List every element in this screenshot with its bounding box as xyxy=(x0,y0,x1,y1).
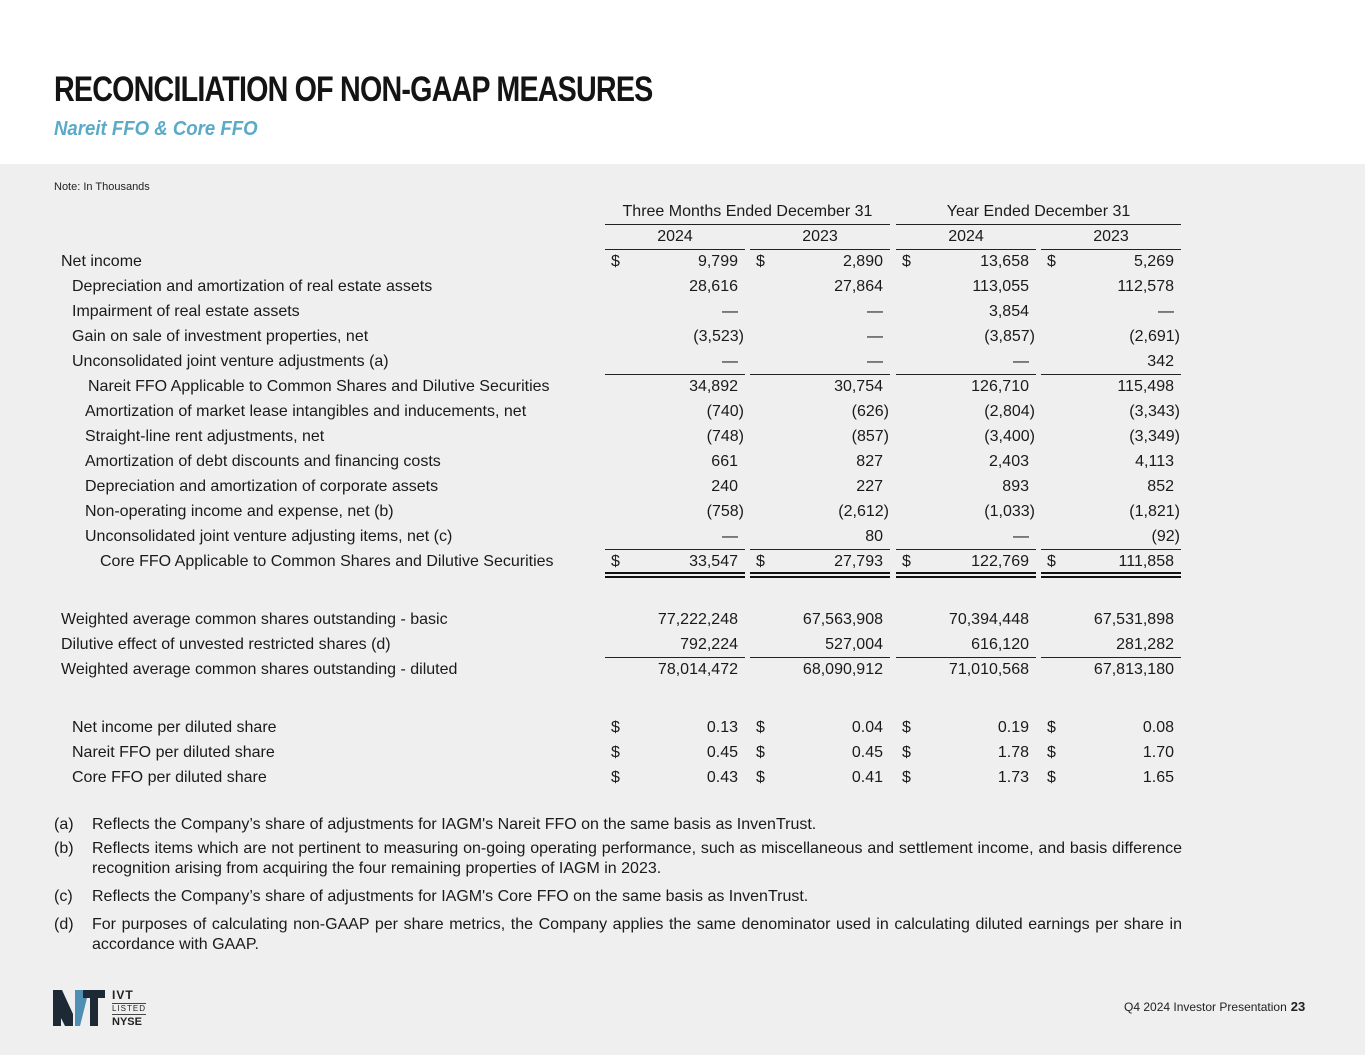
footnote-text: Reflects the Company’s share of adjustments for IAGM's Nareit FFO on the same basis as InvenTrust. xyxy=(92,816,817,833)
table-row xyxy=(0,553,1365,578)
footnote-text: Reflects the Company’s share of adjustments for IAGM's Core FFO on the same basis as InvenTrust. xyxy=(92,888,809,905)
table-cell: 0.41 xyxy=(851,769,883,786)
table-cell: 115,498 xyxy=(1117,378,1174,395)
dollar-sign: $ xyxy=(611,769,620,786)
table-cell: 111,858 xyxy=(1118,553,1174,570)
year-header-q-2024: 2024 xyxy=(657,228,693,245)
table-cell: 70,394,448 xyxy=(948,611,1029,628)
table-cell: 893 xyxy=(1002,478,1029,495)
footnote xyxy=(54,815,1182,835)
table-row xyxy=(0,636,1365,661)
table-cell: 0.45 xyxy=(851,744,883,761)
row-label: Dilutive effect of unvested restricted shares (d) xyxy=(61,636,391,653)
page-number: 23 xyxy=(1290,999,1306,1014)
dollar-sign: $ xyxy=(1047,719,1056,736)
table-cell: (2,804) xyxy=(984,403,1035,420)
dollar-sign: $ xyxy=(756,769,765,786)
table-cell: (626) xyxy=(851,403,889,420)
table-row xyxy=(0,478,1365,503)
table-cell: 68,090,912 xyxy=(802,661,883,678)
row-label: Amortization of market lease intangibles and inducements, net xyxy=(85,403,527,420)
table-cell: (92) xyxy=(1151,528,1180,545)
table-row xyxy=(0,378,1365,403)
dollar-sign: $ xyxy=(902,744,911,761)
table-cell: 527,004 xyxy=(825,636,883,653)
footer xyxy=(1124,999,1305,1014)
dollar-sign: $ xyxy=(756,719,765,736)
table-cell: — xyxy=(722,528,738,545)
table-cell: — xyxy=(867,328,883,345)
logo-listed: LISTED xyxy=(112,1004,147,1013)
table-cell: (758) xyxy=(706,503,744,520)
table-cell: 792,224 xyxy=(680,636,738,653)
table-cell: — xyxy=(867,353,883,370)
divider xyxy=(896,224,1181,225)
dollar-sign: $ xyxy=(902,719,911,736)
table-cell: 0.43 xyxy=(706,769,738,786)
table-cell: 1.73 xyxy=(997,769,1029,786)
dollar-sign: $ xyxy=(1047,769,1056,786)
table-cell: 30,754 xyxy=(834,378,883,395)
row-label: Depreciation and amortization of corporate assets xyxy=(85,478,439,495)
table-row xyxy=(0,428,1365,453)
table-cell: 1.65 xyxy=(1142,769,1174,786)
table-cell: 27,864 xyxy=(834,278,883,295)
table-cell: 67,813,180 xyxy=(1093,661,1174,678)
table-cell: (857) xyxy=(851,428,889,445)
table-cell: 827 xyxy=(856,453,883,470)
table-cell: 0.13 xyxy=(706,719,738,736)
logo-ticker: IVT xyxy=(112,988,134,1002)
year-header-y-2024: 2024 xyxy=(948,228,984,245)
dollar-sign: $ xyxy=(902,769,911,786)
table-cell: — xyxy=(1158,303,1174,320)
divider xyxy=(1041,249,1181,250)
group-header-three-months: Three Months Ended December 31 xyxy=(622,203,873,220)
row-label: Gain on sale of investment properties, net xyxy=(72,328,369,345)
table-row xyxy=(0,253,1365,278)
table-cell: 2,890 xyxy=(842,253,883,270)
page-header xyxy=(0,0,1365,164)
footnote-text: Reflects items which are not pertinent to measuring on-going operating performance, such as miscellaneous and settlement income, and basis difference recognition arising from acquiring the four remaining properties of IAGM in 2023. xyxy=(92,840,1182,877)
dollar-sign: $ xyxy=(902,553,911,570)
row-label: Nareit FFO Applicable to Common Shares and Dilutive Securities xyxy=(88,378,550,395)
table-cell: 80 xyxy=(865,528,883,545)
table-cell: (3,400) xyxy=(984,428,1035,445)
year-header-q-2023: 2023 xyxy=(802,228,838,245)
year-header-y-2023: 2023 xyxy=(1093,228,1129,245)
row-label: Non-operating income and expense, net (b) xyxy=(85,503,394,520)
dollar-sign: $ xyxy=(611,253,620,270)
row-label: Depreciation and amortization of real estate assets xyxy=(72,278,433,295)
table-cell: 1.78 xyxy=(997,744,1029,761)
table-cell: 67,531,898 xyxy=(1093,611,1174,628)
dollar-sign: $ xyxy=(756,253,765,270)
table-row xyxy=(0,503,1365,528)
row-label: Net income per diluted share xyxy=(72,719,277,736)
row-label: Amortization of debt discounts and financing costs xyxy=(85,453,441,470)
table-cell: 122,769 xyxy=(971,553,1029,570)
footnote-letter: (c) xyxy=(54,888,73,905)
page-title: RECONCILIATION OF NON-GAAP MEASURES xyxy=(54,70,653,109)
table-cell: 616,120 xyxy=(971,636,1029,653)
row-label: Core FFO Applicable to Common Shares and Dilutive Securities xyxy=(100,553,554,570)
table-cell: 9,799 xyxy=(697,253,738,270)
table-row xyxy=(0,303,1365,328)
table-row xyxy=(0,278,1365,303)
table-cell: 4,113 xyxy=(1135,453,1174,470)
row-label: Weighted average common shares outstanding - basic xyxy=(61,611,448,628)
table-row xyxy=(0,719,1365,744)
table-cell: 1.70 xyxy=(1142,744,1174,761)
table-cell: (3,343) xyxy=(1129,403,1180,420)
table-row xyxy=(0,611,1365,636)
row-label: Unconsolidated joint venture adjusting items, net (c) xyxy=(85,528,453,545)
table-row xyxy=(0,453,1365,478)
table-cell: 77,222,248 xyxy=(657,611,738,628)
logo-exchange: NYSE xyxy=(112,1016,142,1028)
table-cell: 126,710 xyxy=(971,378,1029,395)
footnote-text: For purposes of calculating non-GAAP per share metrics, the Company applies the same denominator used in calculating diluted earnings per share in accordance with GAAP. xyxy=(92,916,1182,953)
table-cell: 0.45 xyxy=(706,744,738,761)
row-label: Unconsolidated joint venture adjustments (a) xyxy=(72,353,389,370)
table-cell: 112,578 xyxy=(1117,278,1174,295)
table-cell: 13,658 xyxy=(980,253,1029,270)
table-cell: 3,854 xyxy=(988,303,1029,320)
row-label: Weighted average common shares outstanding - diluted xyxy=(61,661,458,678)
dollar-sign: $ xyxy=(902,253,911,270)
table-cell: 342 xyxy=(1147,353,1174,370)
group-header-year: Year Ended December 31 xyxy=(946,203,1131,220)
divider xyxy=(750,249,890,250)
note-in-thousands: Note: In Thousands xyxy=(54,181,150,193)
table-cell: 0.04 xyxy=(851,719,883,736)
table-cell: (740) xyxy=(706,403,744,420)
dollar-sign: $ xyxy=(756,553,765,570)
footer-label: Q4 2024 Investor Presentation xyxy=(1124,1000,1287,1014)
table-cell: 67,563,908 xyxy=(802,611,883,628)
dollar-sign: $ xyxy=(1047,253,1056,270)
dollar-sign: $ xyxy=(756,744,765,761)
divider xyxy=(605,224,890,225)
table-cell: 281,282 xyxy=(1116,636,1174,653)
footnote xyxy=(54,915,1182,955)
dollar-sign: $ xyxy=(611,744,620,761)
table-cell: — xyxy=(1013,353,1029,370)
table-cell: (3,349) xyxy=(1129,428,1180,445)
table-cell: — xyxy=(722,303,738,320)
row-label: Impairment of real estate assets xyxy=(72,303,300,320)
table-cell: 240 xyxy=(711,478,738,495)
table-cell: 78,014,472 xyxy=(657,661,738,678)
table-cell: — xyxy=(867,303,883,320)
table-row xyxy=(0,769,1365,794)
row-label: Nareit FFO per diluted share xyxy=(72,744,275,761)
divider xyxy=(896,249,1036,250)
table-cell: 2,403 xyxy=(988,453,1029,470)
table-cell: 71,010,568 xyxy=(948,661,1029,678)
dollar-sign: $ xyxy=(611,719,620,736)
table-cell: 113,055 xyxy=(972,278,1029,295)
table-cell: 0.08 xyxy=(1142,719,1174,736)
dollar-sign: $ xyxy=(1047,553,1056,570)
table-row xyxy=(0,403,1365,428)
row-label: Straight-line rent adjustments, net xyxy=(85,428,325,445)
row-label: Core FFO per diluted share xyxy=(72,769,267,786)
table-cell: 0.19 xyxy=(997,719,1029,736)
table-row xyxy=(0,528,1365,553)
footnote-letter: (a) xyxy=(54,816,74,833)
table-row xyxy=(0,328,1365,353)
table-cell: 34,892 xyxy=(689,378,738,395)
table-cell: 661 xyxy=(711,453,738,470)
footnote xyxy=(54,887,1182,907)
table-cell: 28,616 xyxy=(689,278,738,295)
table-row xyxy=(0,353,1365,378)
table-cell: 852 xyxy=(1147,478,1174,495)
table-cell: 227 xyxy=(856,478,883,495)
table-cell: — xyxy=(722,353,738,370)
table-cell: (1,821) xyxy=(1129,503,1180,520)
row-label: Net income xyxy=(61,253,142,270)
dollar-sign: $ xyxy=(1047,744,1056,761)
table-cell: 27,793 xyxy=(834,553,883,570)
table-cell: — xyxy=(1013,528,1029,545)
table-cell: 33,547 xyxy=(689,553,738,570)
page-subtitle: Nareit FFO & Core FFO xyxy=(54,118,258,140)
table-cell: 5,269 xyxy=(1133,253,1174,270)
footnote xyxy=(54,839,1182,879)
table-row xyxy=(0,661,1365,686)
table-cell: (2,691) xyxy=(1129,328,1180,345)
table-cell: (1,033) xyxy=(984,503,1035,520)
footnote-letter: (b) xyxy=(54,840,74,857)
table-cell: (748) xyxy=(706,428,744,445)
table-cell: (3,523) xyxy=(693,328,744,345)
divider xyxy=(605,249,745,250)
footnote-letter: (d) xyxy=(54,916,74,933)
dollar-sign: $ xyxy=(611,553,620,570)
table-cell: (2,612) xyxy=(838,503,889,520)
table-row xyxy=(0,744,1365,769)
table-cell: (3,857) xyxy=(984,328,1035,345)
